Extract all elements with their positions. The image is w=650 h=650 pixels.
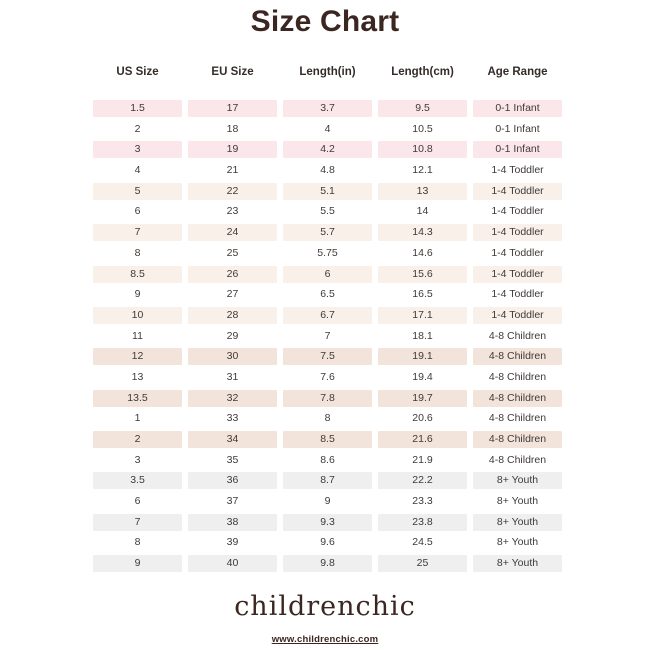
table-row [93,307,562,324]
table-cell: 8+ Youth [473,555,562,572]
table-cell: 4 [134,164,141,177]
table-row [93,348,562,365]
table-cell: 13 [378,183,467,200]
size-table-body [93,100,562,572]
table-cell: 1 [134,412,141,425]
table-row [93,328,562,345]
footer [0,591,650,645]
table-cell: 21.6 [378,431,467,448]
brand-logo: childrenchic [234,591,416,622]
table-row [93,100,562,117]
column-header-2: Length(in) [299,66,356,78]
table-cell: 4-8 Children [488,329,547,342]
table-row [93,266,562,283]
size-table [93,66,562,576]
table-cell: 33 [226,412,239,425]
table-row [93,369,562,386]
table-cell: 4.8 [320,164,335,177]
table-cell: 28 [188,307,277,324]
table-cell: 3 [93,141,182,158]
table-cell: 4-8 Children [488,412,547,425]
table-cell: 25 [378,555,467,572]
table-cell: 8.6 [320,453,335,466]
table-cell: 4-8 Children [473,390,562,407]
table-cell: 7.5 [283,348,372,365]
table-row [93,472,562,489]
table-row [93,555,562,572]
table-row [93,203,562,220]
table-cell: 0-1 Infant [473,141,562,158]
table-cell: 6.5 [320,288,335,301]
table-cell: 8 [324,412,331,425]
table-cell: 5.1 [283,183,372,200]
table-cell: 5.7 [283,224,372,241]
table-cell: 27 [226,288,239,301]
table-cell: 13.5 [93,390,182,407]
table-cell: 12.1 [412,164,433,177]
column-header-3: Length(cm) [391,66,454,78]
table-cell: 9 [324,495,331,508]
table-cell: 4-8 Children [488,370,547,383]
table-cell: 4.2 [283,141,372,158]
table-cell: 12 [93,348,182,365]
table-cell: 10 [93,307,182,324]
table-cell: 1-4 Toddler [491,205,544,218]
table-cell: 8.7 [283,472,372,489]
table-row [93,514,562,531]
table-row [93,183,562,200]
table-cell: 9.5 [378,100,467,117]
table-row [93,141,562,158]
table-cell: 3 [134,453,141,466]
table-cell: 9.3 [283,514,372,531]
column-header-1: EU Size [211,66,254,78]
table-cell: 2 [134,122,141,135]
table-cell: 13 [131,370,144,383]
table-cell: 20.6 [412,412,433,425]
website-url: www.childrenchic.com [271,634,379,645]
table-cell: 5 [93,183,182,200]
table-cell: 40 [188,555,277,572]
table-row [93,410,562,427]
table-row [93,534,562,551]
table-cell: 8 [134,246,141,259]
table-cell: 23 [226,205,239,218]
table-cell: 14.3 [378,224,467,241]
table-cell: 21 [226,164,239,177]
table-cell: 16.5 [412,288,433,301]
table-cell: 34 [188,431,277,448]
table-cell: 17.1 [378,307,467,324]
table-cell: 4 [324,122,331,135]
column-header-0: US Size [116,66,159,78]
table-cell: 0-1 Infant [495,122,540,135]
table-row [93,224,562,241]
table-cell: 19 [188,141,277,158]
table-row [93,452,562,469]
table-cell: 1-4 Toddler [473,266,562,283]
table-cell: 9.8 [283,555,372,572]
table-cell: 17 [188,100,277,117]
table-cell: 1-4 Toddler [473,224,562,241]
table-cell: 24 [188,224,277,241]
table-cell: 8 [134,536,141,549]
table-cell: 8+ Youth [473,514,562,531]
table-cell: 35 [226,453,239,466]
table-row [93,390,562,407]
table-cell: 18.1 [412,329,433,342]
column-header-4: Age Range [487,66,548,78]
table-cell: 2 [93,431,182,448]
table-cell: 14 [416,205,429,218]
table-row [93,162,562,179]
table-cell: 7 [93,224,182,241]
table-cell: 14.6 [412,246,433,259]
table-cell: 19.4 [412,370,433,383]
table-cell: 7.8 [283,390,372,407]
table-cell: 4-8 Children [473,431,562,448]
table-header-row [93,66,562,78]
table-cell: 8+ Youth [496,536,539,549]
table-cell: 22 [188,183,277,200]
table-cell: 4-8 Children [473,348,562,365]
table-cell: 9 [134,288,141,301]
table-cell: 23.3 [412,495,433,508]
table-cell: 11 [132,329,143,342]
table-cell: 7 [324,329,331,342]
table-cell: 1-4 Toddler [491,164,544,177]
table-cell: 6 [134,495,141,508]
table-cell: 3.5 [93,472,182,489]
table-cell: 1-4 Toddler [473,307,562,324]
table-cell: 8.5 [93,266,182,283]
table-cell: 10.8 [378,141,467,158]
table-cell: 23.8 [378,514,467,531]
table-cell: 19.7 [378,390,467,407]
table-cell: 6.7 [283,307,372,324]
table-cell: 29 [226,329,239,342]
table-cell: 3.7 [283,100,372,117]
table-cell: 8.5 [283,431,372,448]
table-cell: 32 [188,390,277,407]
table-cell: 31 [226,370,239,383]
table-row [93,245,562,262]
table-cell: 6 [283,266,372,283]
table-cell: 36 [188,472,277,489]
table-cell: 4-8 Children [488,453,547,466]
table-cell: 8+ Youth [496,495,539,508]
table-cell: 1-4 Toddler [473,183,562,200]
table-cell: 5.75 [317,246,338,259]
table-row [93,286,562,303]
table-cell: 18 [226,122,239,135]
table-cell: 7.6 [320,370,335,383]
table-cell: 19.1 [378,348,467,365]
table-cell: 1-4 Toddler [491,288,544,301]
table-cell: 21.9 [412,453,433,466]
table-cell: 5.5 [320,205,335,218]
table-cell: 1-4 Toddler [491,246,544,259]
table-cell: 6 [134,205,141,218]
table-cell: 24.5 [412,536,433,549]
table-row [93,121,562,138]
table-cell: 15.6 [378,266,467,283]
table-cell: 26 [188,266,277,283]
table-cell: 8+ Youth [473,472,562,489]
table-cell: 1.5 [93,100,182,117]
table-row [93,493,562,510]
table-cell: 25 [226,246,239,259]
table-cell: 9 [93,555,182,572]
table-row [93,431,562,448]
table-cell: 9.6 [320,536,335,549]
table-cell: 0-1 Infant [473,100,562,117]
table-cell: 10.5 [412,122,433,135]
table-cell: 7 [93,514,182,531]
table-cell: 30 [188,348,277,365]
table-cell: 38 [188,514,277,531]
table-cell: 22.2 [378,472,467,489]
page-title: Size Chart [250,5,400,38]
table-cell: 37 [226,495,239,508]
table-cell: 39 [226,536,239,549]
